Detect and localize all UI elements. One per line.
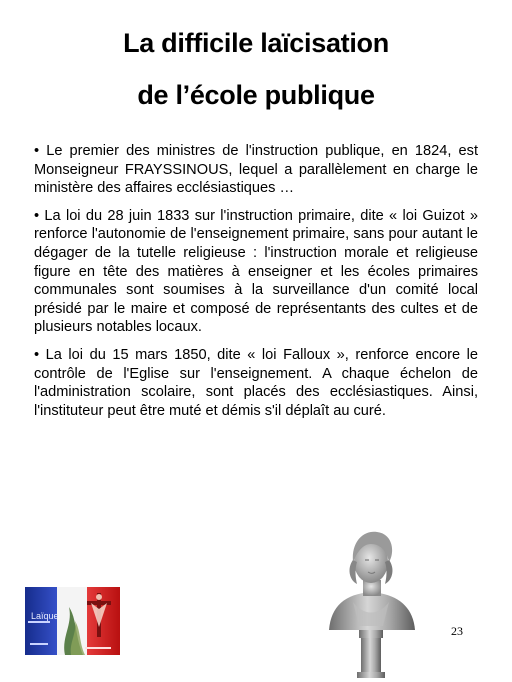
page-number: 23 — [451, 624, 463, 638]
marianne-bust-icon — [323, 522, 419, 678]
page-title-line-1: La difficile laïcisation — [123, 28, 389, 58]
page-title-line-2: de l’école publique — [137, 80, 375, 110]
paragraph-2: • La loi du 28 juin 1833 sur l'instruction primaire, dite « loi Guizot » renforce l'autonomie de l'enseignement primaire, sans pour autant le dégager de la tutelle religieuse : l'instruction morale et religieuse figure en tête des matières à enseigner et les écoles primaires communales sont soumises à la surveillance d'un comité local présidé par le maire et composé de représentants des cultes et de plusieurs notables locaux. — [34, 207, 478, 336]
paragraph-3: • La loi du 15 mars 1850, dite « loi Falloux », renforce encore le contrôle de l'Eglise sur l'enseignement. A chaque échelon de l'administration scolaire, sont placés des ecclésiastiques. Ainsi, l'instituteur peut être muté et démis s'il déplaît au curé. — [34, 346, 478, 419]
laique-logo — [25, 587, 120, 655]
body-text — [34, 142, 478, 429]
logo-label: Laïque — [31, 611, 59, 621]
paragraph-1: • Le premier des ministres de l'instruction publique, en 1824, est Monseigneur FRAYSSINOUS, lequel a parallèlement en charge le ministère des affaires ecclésiastiques … — [34, 143, 478, 197]
